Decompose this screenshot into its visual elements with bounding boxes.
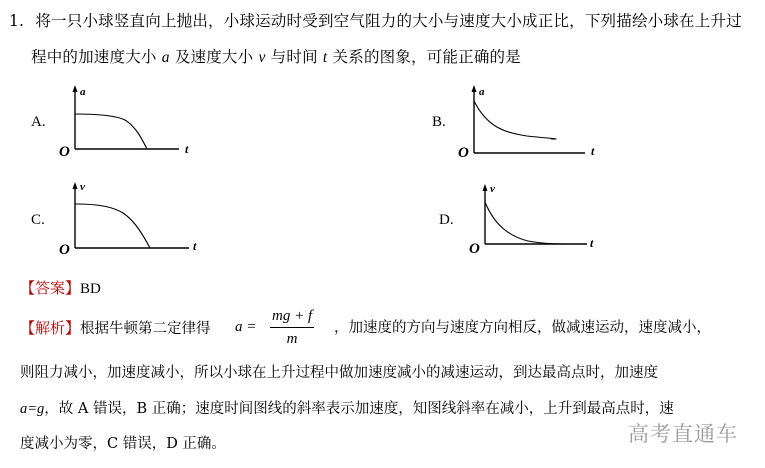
explanation-line-2: 则阻力减小，加速度减小，所以小球在上升过程中做加速度减小的减速运动，到达最高点时，加速度: [20, 365, 658, 381]
formula-denominator: m: [286, 331, 298, 347]
curve-b: [474, 101, 556, 139]
question-number: 1.: [9, 12, 25, 30]
variable-t: t: [322, 49, 328, 66]
origin-label: O: [59, 144, 70, 160]
explanation-line-1-rest: ，加速度的方向与速度方向相反，做减速运动，速度减小，: [334, 320, 711, 336]
y-arrow-icon: [73, 182, 78, 189]
variable-a: a: [161, 49, 170, 66]
explanation-line-1: 【解析】根据牛顿第二定律得: [20, 319, 211, 337]
option-b-label[interactable]: B.: [432, 114, 446, 130]
y-axis-label: a: [479, 86, 485, 98]
graph-d: [466, 182, 611, 257]
graph-a: [55, 83, 195, 158]
explanation-tag: 【解析】: [20, 319, 81, 337]
option-a-label[interactable]: A.: [31, 114, 46, 130]
y-arrow-icon: [483, 184, 488, 191]
y-arrow-icon: [73, 85, 78, 92]
explanation-line-4: 度减小为零，C 错误，D 正确。: [20, 436, 226, 452]
option-d-label[interactable]: D.: [439, 212, 454, 228]
question-text-line-1: 将一只小球竖直向上抛出，小球运动时受到空气阻力的大小与速度大小成正比，下列描绘小球在上升过: [35, 12, 742, 30]
x-axis-label: t: [185, 142, 189, 156]
formula-lhs: a =: [235, 319, 257, 335]
formula-a-equals-g: a=g: [20, 401, 45, 417]
question-line-2: 程中的加速度大小 a 及速度大小 v 与时间 t 关系的图象，可能正确的是: [31, 48, 521, 66]
origin-label: O: [59, 242, 70, 258]
y-axis-label: a: [80, 86, 86, 98]
origin-label: O: [458, 145, 469, 161]
y-axis-label: v: [80, 181, 85, 193]
variable-v: v: [258, 49, 266, 66]
curve-d: [485, 202, 574, 244]
answer-value: BD: [80, 281, 101, 297]
x-axis-label: t: [590, 236, 594, 250]
origin-label: O: [469, 241, 480, 257]
option-c-label[interactable]: C.: [31, 212, 45, 228]
answer-row: [20, 277, 101, 298]
x-axis-label: t: [591, 144, 595, 158]
answer-tag: 【答案】: [20, 279, 81, 297]
graph-b: [457, 83, 607, 161]
explanation-line-3: a=g，故 A 错误，B 正确；速度时间图线的斜率表示加速度，知图线斜率在减小，上升到最高点时，速: [20, 401, 674, 417]
curve-c: [75, 204, 150, 248]
question-line-1: [9, 9, 742, 31]
y-axis-label: v: [490, 183, 495, 195]
watermark: 高考直通车: [628, 422, 738, 446]
formula-fraction: [270, 308, 314, 348]
y-arrow-icon: [472, 85, 477, 92]
x-axis-label: t: [193, 239, 197, 253]
curve-a: [75, 114, 147, 149]
formula-numerator: mg + f: [270, 308, 314, 328]
graph-c: [55, 180, 205, 258]
